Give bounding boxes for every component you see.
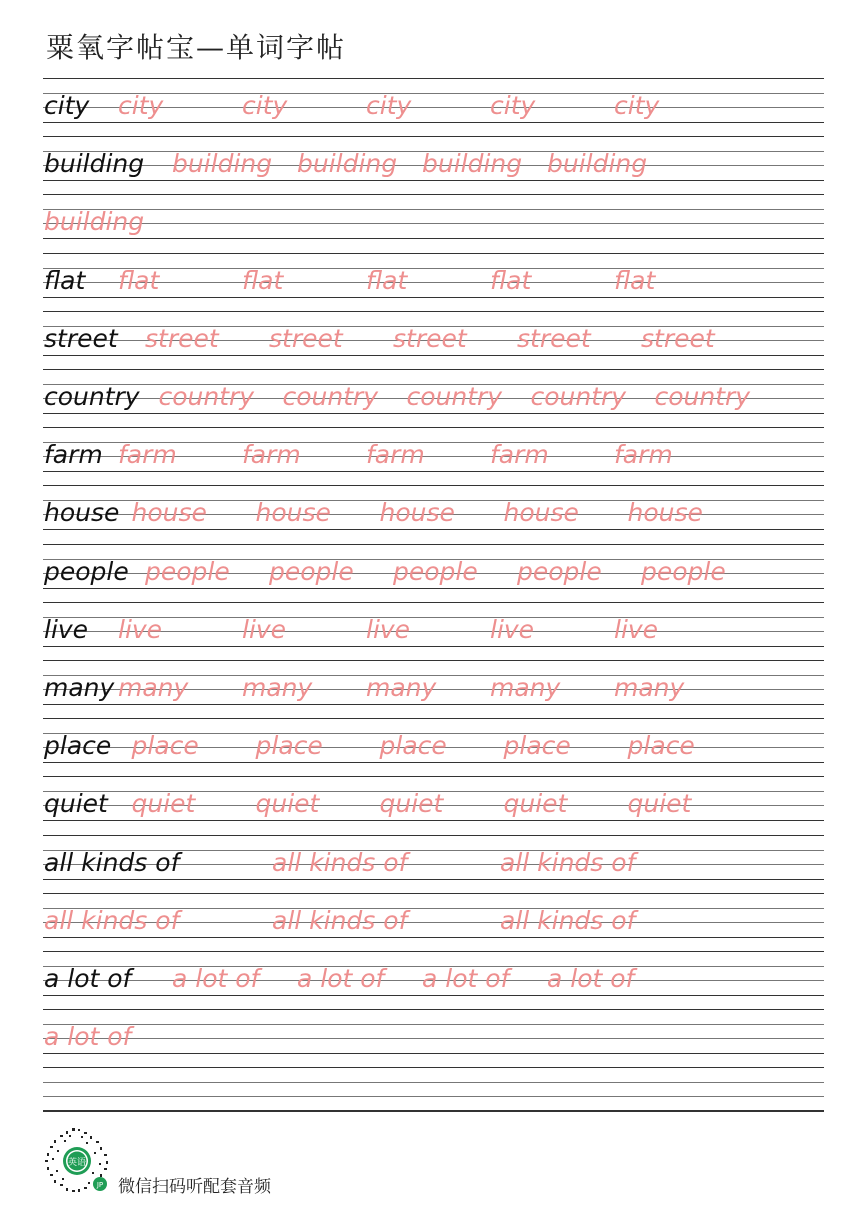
trace-word: live [366, 614, 411, 644]
practice-row [0, 898, 868, 956]
trace-word: flat [490, 265, 532, 295]
trace-word: house [503, 498, 579, 528]
model-word: flat [44, 265, 86, 295]
trace-word: place [255, 731, 323, 761]
ruling-line [43, 311, 824, 312]
practice-row [0, 1014, 868, 1072]
trace-word: house [255, 498, 331, 528]
page-title: 粟氧字帖宝—单词字帖 [46, 31, 347, 64]
trace-word: a lot of [422, 964, 510, 993]
trace-word: building [297, 149, 398, 179]
practice-row [0, 199, 868, 257]
ruling-line [43, 835, 824, 836]
trace-word: building [547, 149, 648, 179]
trace-word: live [242, 614, 287, 644]
model-word: street [44, 323, 118, 353]
ruling-line [43, 78, 824, 79]
trace-word: people [269, 556, 354, 586]
ruling-line [43, 951, 824, 952]
trace-word: street [641, 323, 715, 353]
qr-badge-label: 英语 [67, 1158, 87, 1168]
ruling-line [43, 1067, 824, 1068]
trace-word: many [614, 673, 685, 702]
trace-word: flat [366, 265, 408, 295]
model-word: country [44, 382, 140, 411]
ruling-line [43, 194, 824, 195]
trace-word: farm [366, 440, 425, 470]
trace-word: house [627, 498, 703, 528]
trace-word: country [530, 382, 627, 411]
trace-word: people [145, 556, 230, 586]
practice-row [0, 781, 868, 839]
trace-word: street [393, 323, 467, 353]
trace-word: city [118, 91, 164, 120]
trace-word: house [379, 498, 455, 528]
trace-word: flat [118, 265, 160, 295]
ruling-line [43, 602, 824, 603]
model-word: house [44, 498, 120, 528]
trace-word: quiet [379, 789, 444, 819]
ruling-line [43, 660, 824, 661]
practice-row [0, 316, 868, 374]
model-word: place [44, 731, 112, 761]
trace-word: quiet [255, 789, 320, 819]
practice-row [0, 374, 868, 432]
trace-word: building [44, 207, 145, 237]
trace-word: house [131, 498, 207, 528]
trace-word: all kinds of [44, 905, 180, 935]
trace-word: all kinds of [272, 905, 408, 935]
model-word: people [44, 556, 129, 586]
trace-word: a lot of [547, 964, 635, 993]
trace-word: place [627, 731, 695, 761]
trace-word: city [614, 91, 660, 120]
trace-word: live [118, 614, 163, 644]
trace-word: many [118, 673, 189, 702]
trace-word: many [242, 673, 313, 702]
trace-word: a lot of [297, 964, 385, 993]
trace-word: people [641, 556, 726, 586]
trace-word: flat [614, 265, 656, 295]
model-word: city [44, 91, 90, 120]
trace-word: building [172, 149, 273, 179]
practice-row [0, 665, 868, 723]
ruling-line [43, 776, 824, 777]
practice-row [0, 956, 868, 1014]
ruling-line [43, 544, 824, 545]
trace-word: country [406, 382, 503, 411]
trace-word: live [490, 614, 535, 644]
model-word: farm [44, 440, 103, 470]
trace-word: street [517, 323, 591, 353]
practice-row [0, 1072, 868, 1130]
qr-corner-label: JP [96, 1181, 104, 1189]
model-word: quiet [44, 789, 108, 819]
ruling-line [43, 718, 824, 719]
trace-word: quiet [503, 789, 568, 819]
trace-word: farm [614, 440, 673, 470]
practice-row [0, 549, 868, 607]
model-word: building [44, 149, 145, 179]
trace-word: many [490, 673, 561, 702]
practice-row [0, 490, 868, 548]
trace-word: building [422, 149, 523, 179]
ruling-line [43, 485, 824, 486]
trace-word: place [503, 731, 571, 761]
ruling-line [43, 253, 824, 254]
trace-word: quiet [627, 789, 692, 819]
practice-row [0, 83, 868, 141]
trace-word: country [282, 382, 379, 411]
trace-word: all kinds of [500, 905, 636, 935]
trace-word: farm [490, 440, 549, 470]
practice-row [0, 141, 868, 199]
practice-row [0, 607, 868, 665]
trace-word: city [490, 91, 536, 120]
trace-word: a lot of [172, 964, 260, 993]
trace-word: street [145, 323, 219, 353]
trace-word: place [379, 731, 447, 761]
trace-word: place [131, 731, 199, 761]
model-word: live [44, 614, 89, 644]
ruling-line [43, 1009, 824, 1010]
trace-word: farm [242, 440, 301, 470]
ruling-line [43, 1110, 824, 1111]
trace-word: city [366, 91, 412, 120]
ruling-line [43, 136, 824, 137]
practice-row [0, 840, 868, 898]
trace-word: city [242, 91, 288, 120]
trace-word: many [366, 673, 437, 702]
trace-word: street [269, 323, 343, 353]
trace-word: people [393, 556, 478, 586]
trace-word: farm [118, 440, 177, 470]
trace-word: quiet [131, 789, 196, 819]
trace-word: a lot of [44, 1022, 132, 1052]
qr-code-icon[interactable] [42, 1126, 112, 1196]
ruling-line [43, 369, 824, 370]
model-word: many [44, 673, 115, 702]
trace-word: flat [242, 265, 284, 295]
ruling-line [43, 893, 824, 894]
practice-row [0, 723, 868, 781]
trace-word: all kinds of [272, 847, 408, 877]
model-word: all kinds of [44, 847, 180, 877]
practice-row [0, 432, 868, 490]
footer-caption: 微信扫码听配套音频 [118, 1177, 271, 1197]
trace-word: live [614, 614, 659, 644]
trace-word: country [158, 382, 255, 411]
footer [42, 1126, 462, 1196]
ruling-line [43, 427, 824, 428]
trace-word: all kinds of [500, 847, 636, 877]
model-word: a lot of [44, 964, 132, 993]
practice-row [0, 258, 868, 316]
trace-word: country [654, 382, 751, 411]
trace-word: people [517, 556, 602, 586]
